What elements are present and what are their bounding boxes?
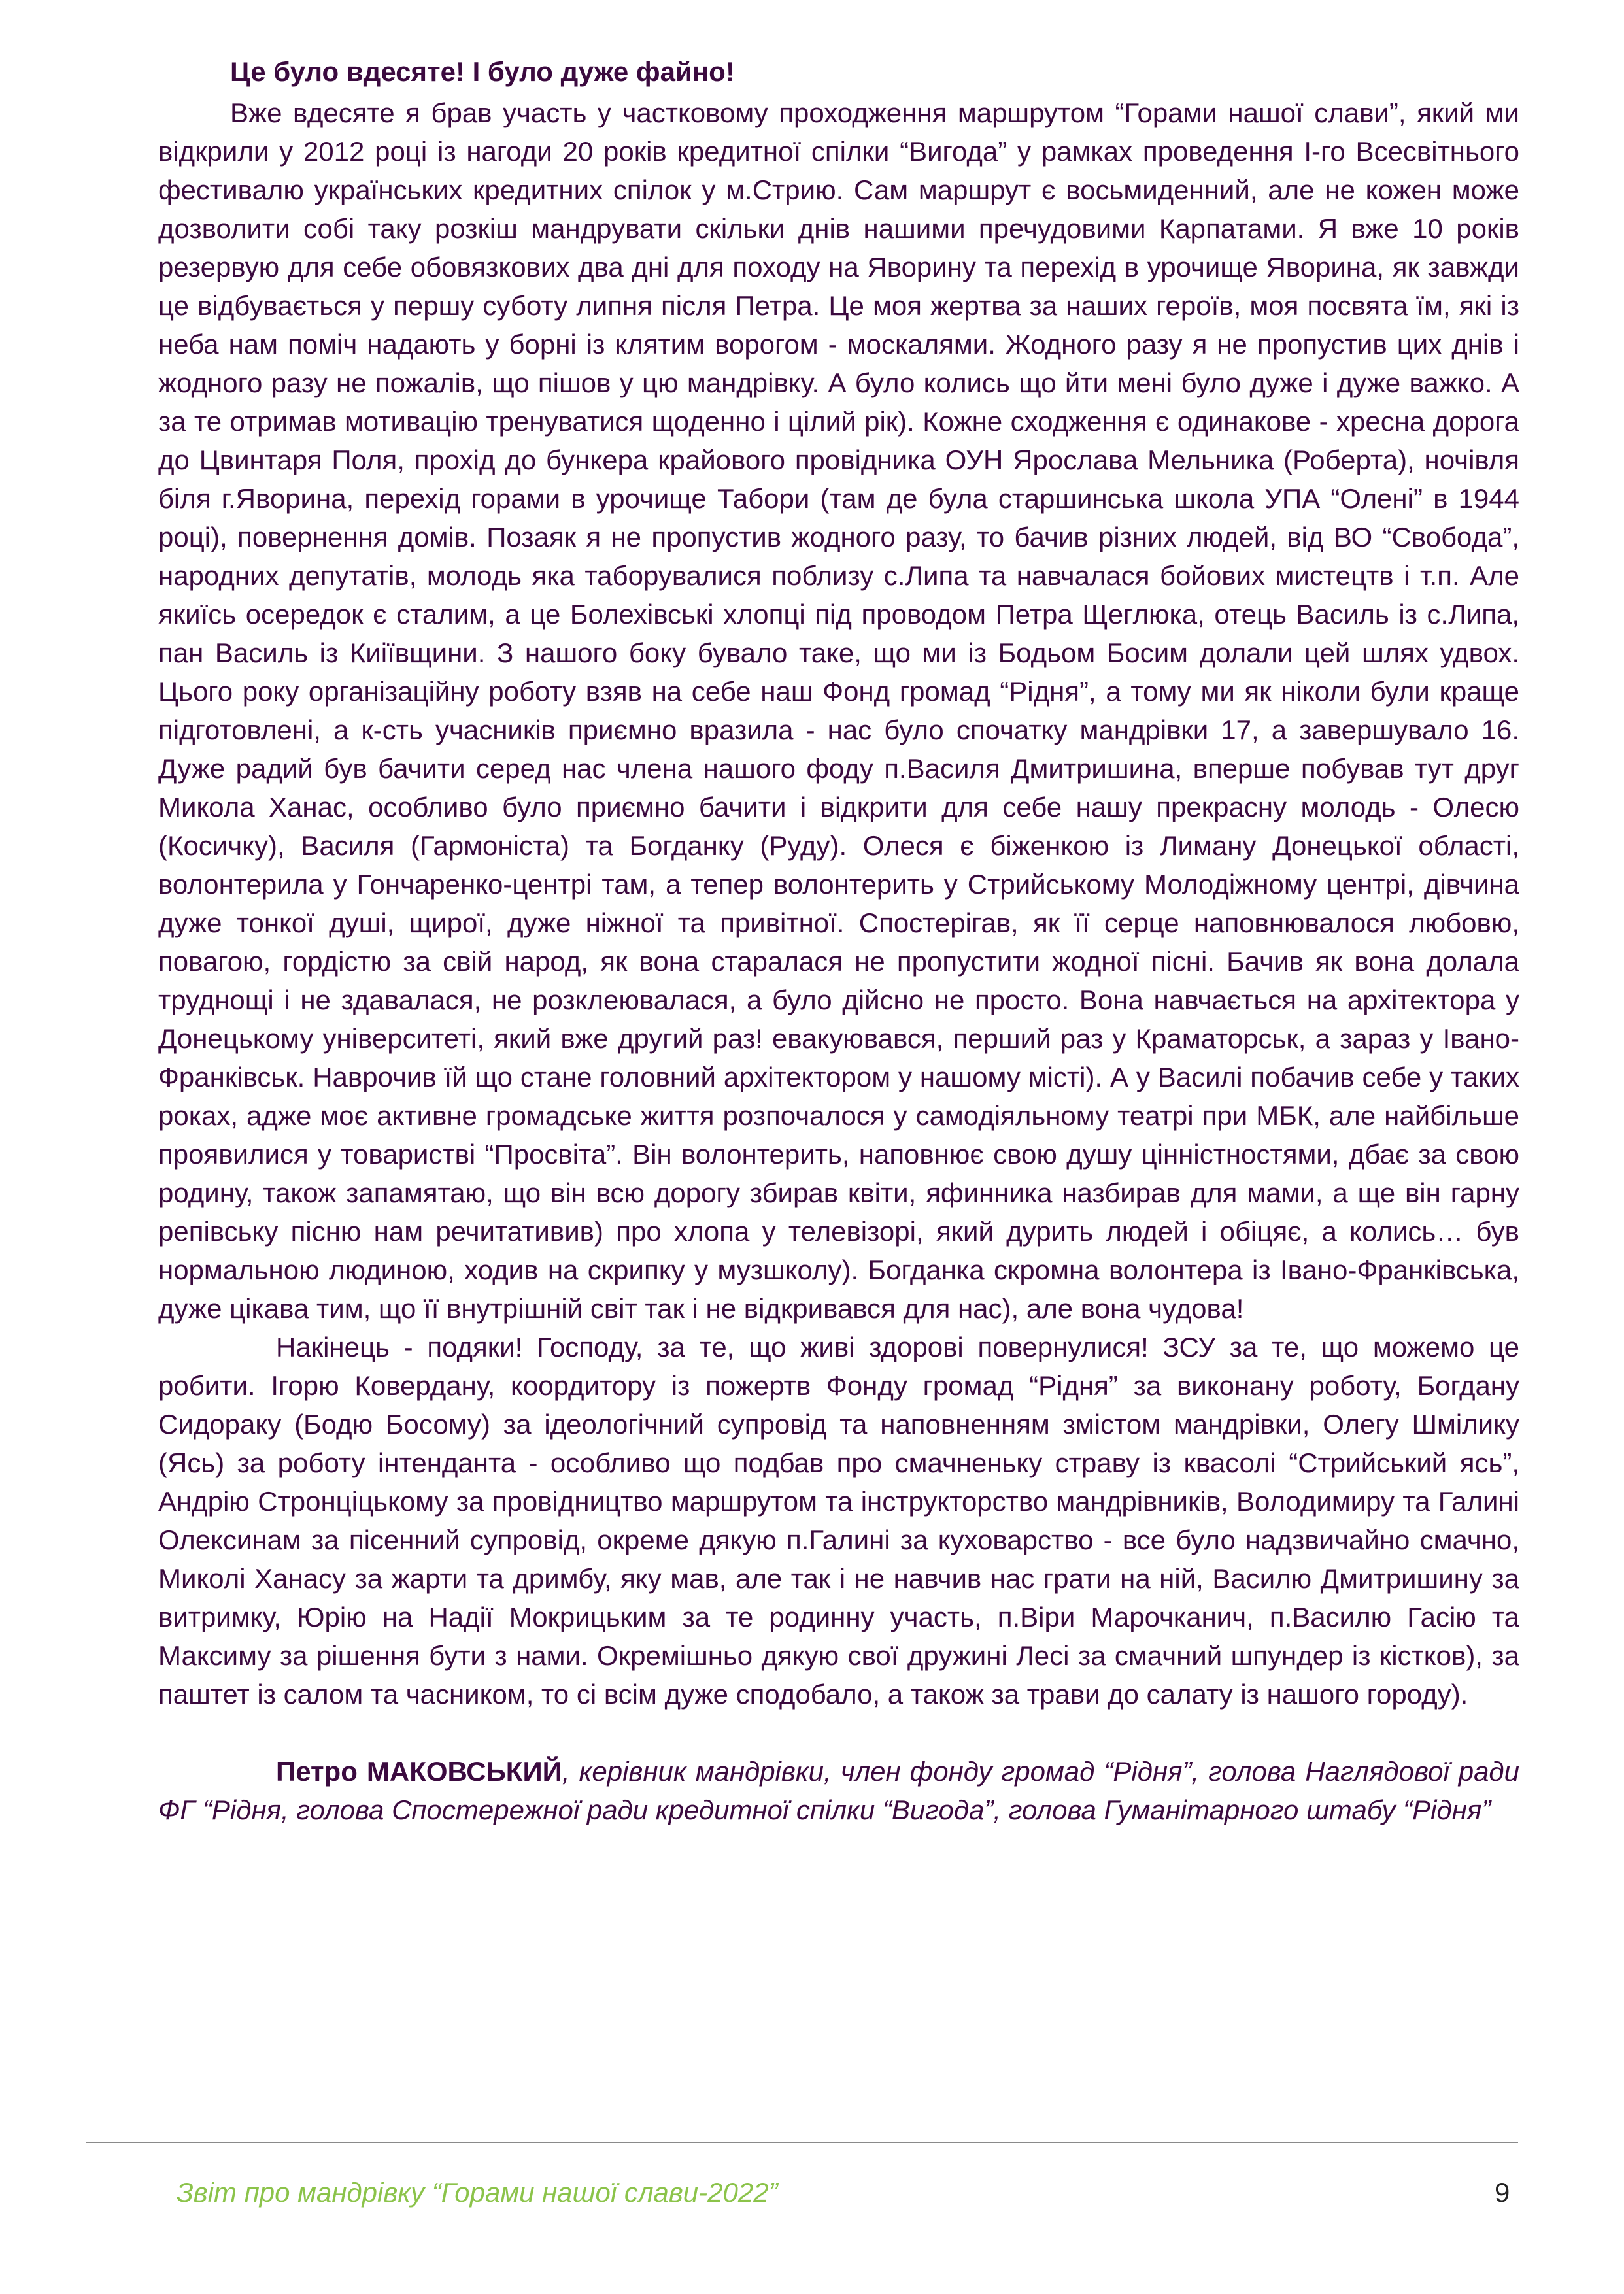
article-heading: Це було вдесяте! І було дуже файно! xyxy=(230,56,735,87)
footer-title: Звіт про мандрівку “Горами нашої слави-2022” xyxy=(177,2177,778,2208)
signature-role: , керівник мандрівки, член фонду громад “Рідня”, голова Наглядової ради ФГ “Рідня, голова Спостережної ради кредитної спілки “Вигода”, голова Гуманітарного штабу “Рідня” xyxy=(158,1756,1520,1825)
article-paragraph-1: Вже вдесяте я брав участь у частковому проходження маршрутом “Горами нашої слави”, який ми відкрили у 2012 році із нагоди 20 років кредитної спілки “Вигода” у рамках проведення І-го Всесвітнього фестивалю українських кредитних спілок у м.Стрию. Сам маршрут є восьмиденний, але не кожен може дозволити собі таку розкіш мандрувати скільки днів нашими пречудовими Карпатами. Я вже 10 років резервую для себе обовязкових два дні для походу на Яворину та перехід в урочище Яворина, як завжди це відбувається у першу суботу липня після Петра. Це моя жертва за наших героїв, моя посвята їм, які із неба нам поміч надають у борні із клятим ворогом - москалями. Жодного разу я не пропустив цих днів і жодного разу не пожалів, що пішов у цю мандрівку. А було колись що йти мені було дуже і дуже важко. А за те отримав мотивацію тренуватися щоденно і цілий рік). Кожне сходження є одинакове - хресна дорога до Цвинтаря Поля, прохід до бункера крайового провідника ОУН Ярослава Мельника (Роберта), ночівля біля г.Яворина, перехід горами в урочище Табори (там де була старшинська школа УПА “Олені” в 1944 році), повернення домів. Позаяк я не пропустив жодного разу, то бачив різних людей, від ВО “Свобода”, народних депутатів, молодь яка таборувалися поблизу с.Липа та навчалася бойових мистецтв і т.п. Але якиїсь осередок є сталим, а це Болехівські хлопці під проводом Петра Щеглюка, отець Василь із с.Липа, пан Василь із Киіївщини. З нашого боку бувало таке, що ми із Бодьом Босим долали цей шлях удвох. Цього року організаційну роботу взяв на себе наш Фонд громад “Рідня”, а тому ми як ніколи були краще підготовлені, а к-сть учасників приємно вразила - нас було спочатку мандрівки 17, а завершувало 16. Дуже радий був бачити серед нас члена нашого фоду п.Василя Дмитришина, вперше побував тут друг Микола Ханас, особливо було приємно бачити і відкрити для себе нашу прекрасну молодь - Олесю (Косичку), Василя (Гармоніста) та Богданку (Руду). Олеся є біженкою із Лиману Донецької області, волонтерила у Гончаренко-центрі там, а тепер волонтерить у Стрийському Молодіжному центрі, дівчина дуже тонкої душі, щирої, дуже ніжної та привітної. Спостерігав, як її серце наповнювалося любовю, повагою, гордістю за свій народ, як вона старалася не пропустити жодної пісні. Бачив як вона долала труднощі і не здавалася, не розклеювалася, а було дійсно не просто. Вона навчається на архітектора у Донецькому університеті, який вже другий раз! евакуювався, перший раз у Краматорськ, а зараз у Івано-Франківськ. Наврочив їй що стане головний архітектором у нашому місті). А у Василі побачив себе у таких роках, адже моє активне громадське життя розпочалося у самодіяльному театрі при МБК, але найбільше проявилися у товаристві “Просвіта”. Він волонтерить, наповнює свою душу цінністностями, дбає за свою родину, також запамятаю, що він всю дорогу збирав квіти, яфинника назбирав для мами, а ще він гарну репівську пісню нам речитативив) про хлопа у телевізорі, який дурить людей і обіцяє, а колись… був нормальною людиною, ходив на скрипку у музшколу). Богданка скромна волонтера із Івано-Франківська, дуже цікава тим, що її внутрішній світ так і не відкривався для нас), але вона чудова! xyxy=(158,97,1519,1324)
signature xyxy=(158,1752,1519,1829)
article-body xyxy=(158,52,1519,1857)
article-paragraph-2: Накінець - подяки! Господу, за те, що живі здорові повернулися! ЗСУ за те, що можемо це робити. Ігорю Ковердану, коордитору із пожертв Фонду громад “Рідня” за виконану роботу, Богдану Сидораку (Бодю Босому) за ідеологічний супровід та наповненням змістом мандрівки, Олегу Шмілику (Ясь) за роботу інтенданта - особливо що подбав про смачненьку страву із квасолі “Стрийський ясь”, Андрію Стронціцькому за провідництво маршрутом та інструкторство мандрівників, Володимиру та Галині Олексинам за пісенний супровід, окреме дякую п.Галині за куховарство - все було надзвичайно смачно, Миколі Ханасу за жарти та дримбу, яку мав, але так і не навчив нас грати на ній, Василю Дмитришину за витримку, Юрію на Надії Мокрицьким за те родинну участь, п.Віри Марочканич, п.Василю Гасію та Максиму за рішення бути з нами. Окремішньо дякую свої дружині Лесі за смачний шпундер із кістков), за паштет із салом та часником, то сі всім дуже сподобало, а також за трави до салату із нашого городу). xyxy=(158,1332,1519,1710)
footer-divider xyxy=(86,2142,1518,2143)
page-number: 9 xyxy=(1495,2177,1510,2208)
signature-name: Петро МАКОВСЬКИЙ xyxy=(276,1756,562,1787)
